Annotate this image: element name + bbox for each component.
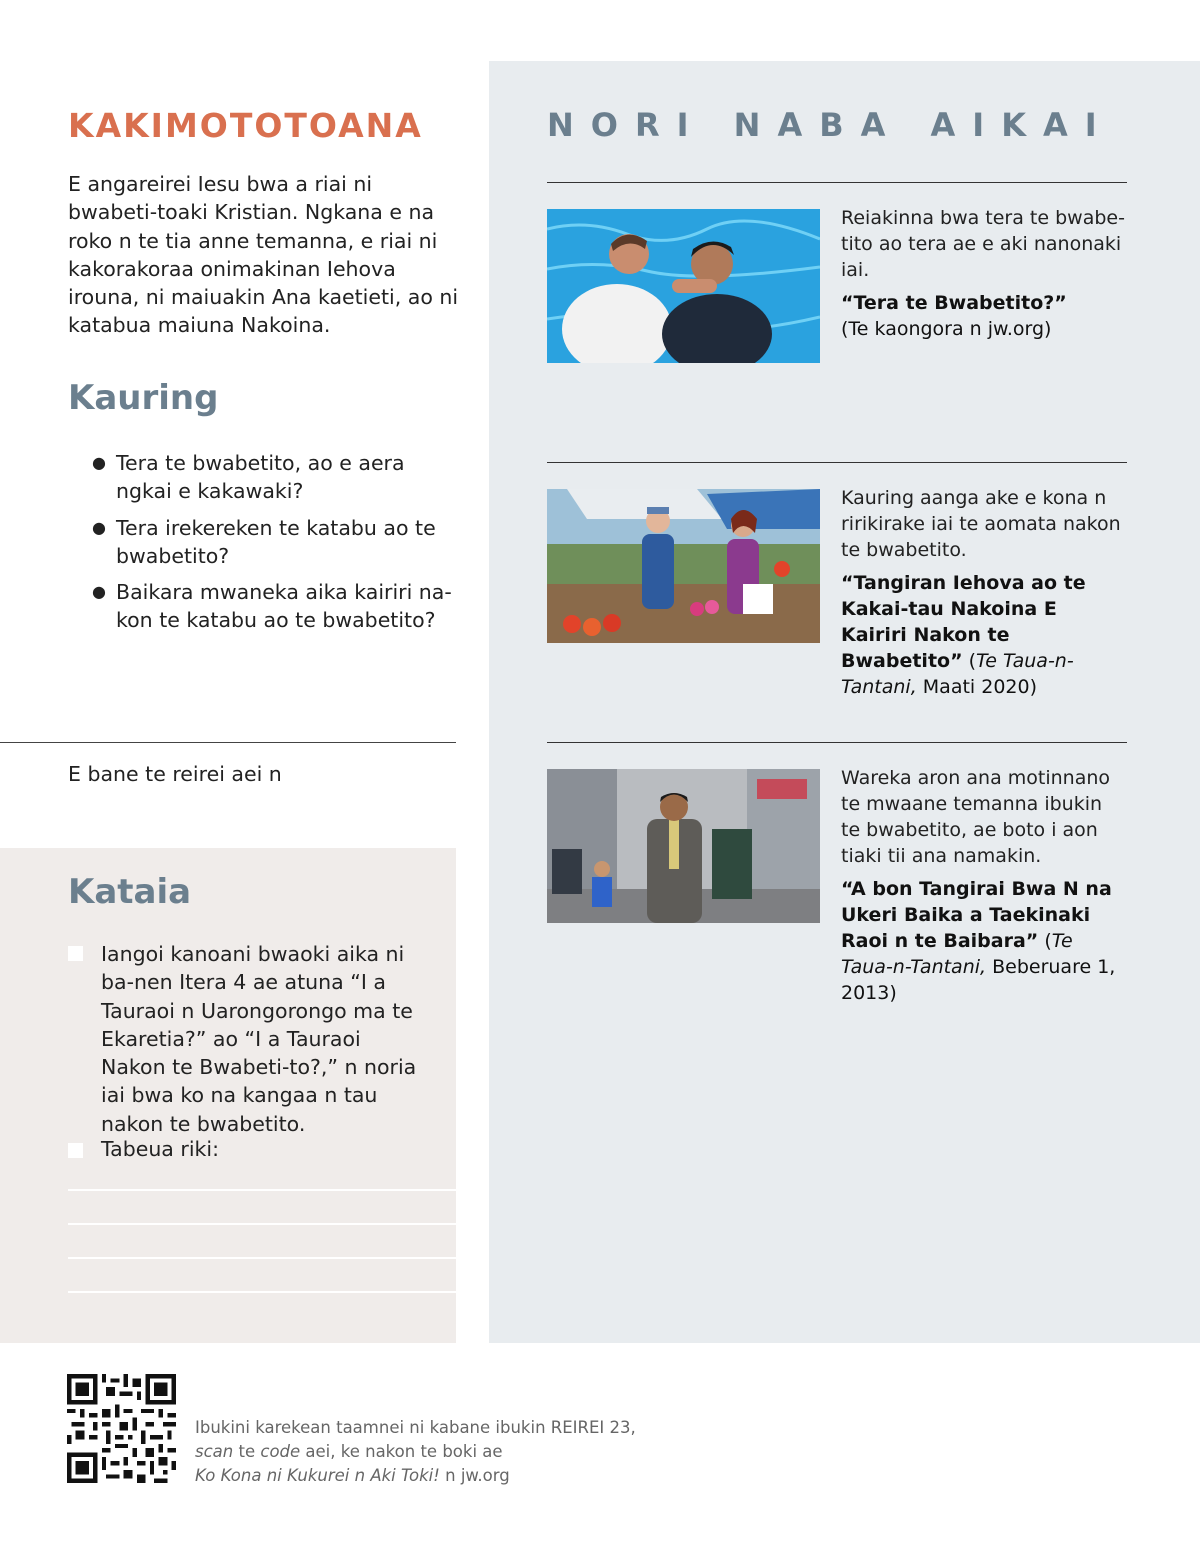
review-item: [90, 514, 460, 571]
summary-heading: KAKIMOTOTOANA: [68, 106, 423, 145]
reference-source-open: (: [1038, 930, 1052, 952]
reference-source-title: Te Taua-n-Tantani,: [841, 930, 1073, 978]
baptism-photo: [547, 209, 820, 363]
entry-reference[interactable]: [841, 570, 1126, 700]
footer-book-title: Ko Kona ni Kukurei n Aki Toki!: [195, 1466, 440, 1485]
review-heading: Kauring: [68, 378, 219, 418]
writing-line[interactable]: [68, 1291, 456, 1293]
entry-reference[interactable]: [841, 876, 1126, 1006]
task-checkbox[interactable]: [68, 1143, 83, 1158]
review-item: [90, 449, 460, 506]
review-item-text: Tera irekereken te katabu ao te bwabetito?: [116, 515, 436, 568]
reference-source: (Te kaongora n jw.org): [841, 318, 1052, 340]
task-text: Iangoi kanoani bwaoki aika ni ba-nen Itera 4 ae atuna “I a Tauraoi n Uarongorongo ma te Ekaretia?” ao “I a Tauraoi Nakon te Bwabeti-to?,” n noria iai bwa ko na kangaa n tau nakon te bwabetito.: [101, 942, 417, 1136]
writing-line[interactable]: [68, 1223, 456, 1225]
footer-emphasis: scan: [195, 1442, 234, 1461]
qr-code-icon[interactable]: [67, 1374, 176, 1483]
footer-line: Ibukini karekean taamnei ni kabane ibukin REIREI 23,: [195, 1418, 636, 1437]
entry-description: Kauring aanga ake e kona n ririkirake iai te aomata nakon te bwabetito.: [841, 487, 1121, 561]
bullet-icon: ●: [92, 517, 106, 537]
entry-reference[interactable]: [841, 290, 1126, 342]
completion-date-line: E bane te reirei aei n: [68, 762, 282, 786]
review-list: [90, 449, 460, 643]
bullet-icon: ●: [92, 582, 106, 602]
footer-note: [195, 1416, 665, 1488]
reference-source-open: (: [962, 650, 977, 672]
task-text: Tabeua riki:: [101, 1137, 219, 1161]
task-checkbox[interactable]: [68, 946, 83, 961]
entry-description: Reiakinna bwa tera te bwabe-tito ao tera ae e aki nanonaki iai.: [841, 207, 1125, 281]
divider: [547, 182, 1127, 183]
writing-line[interactable]: [68, 1189, 456, 1191]
divider: [547, 462, 1127, 463]
market-photo: [547, 489, 820, 643]
reference-source-date: Beberuare 1, 2013): [841, 956, 1116, 1004]
footer-site-link[interactable]: n jw.org: [439, 1466, 510, 1485]
bullet-icon: ●: [92, 453, 106, 472]
reference-title[interactable]: “Tera te Bwabetito?”: [841, 292, 1067, 314]
reference-source-date: Maati 2020): [916, 676, 1038, 698]
review-item-text: Baikara mwaneka aika kairiri na-kon te katabu ao te bwabetito?: [116, 580, 452, 633]
review-item: [90, 578, 460, 635]
try-heading: Kataia: [68, 872, 192, 912]
city-man-photo: [547, 769, 820, 923]
footer-emphasis: code: [260, 1442, 301, 1461]
reference-source-title: Te Taua-n-Tantani,: [841, 650, 1074, 698]
summary-text: E angareirei Iesu bwa a riai ni bwabeti-toaki Kristian. Ngkana e na roko n te tia anne temanna, e riai ni kakorakoraa onimakinan Iehova irouna, ni maiuakin Ana kaetieti, ao ni katabua maiuna Nakoina.: [68, 172, 459, 338]
review-item-text: Tera te bwabetito, ao e aera ngkai e kakawaki?: [116, 451, 405, 504]
explore-heading: NORI NABA AIKAI: [547, 106, 1114, 144]
entry-description: Wareka aron ana motinnano te mwaane temanna ibukin te bwabetito, ae boto i aon tiaki tii ana namakin.: [841, 767, 1111, 867]
footer-text-part: aei, ke nakon te boki ae: [300, 1442, 503, 1461]
divider: [547, 742, 1127, 743]
divider: [0, 742, 456, 743]
reference-title[interactable]: “A bon Tangirai Bwa N na Ukeri Baika a Taekinaki Raoi n te Baibara”: [841, 878, 1112, 952]
writing-line[interactable]: [68, 1257, 456, 1259]
footer-text-part: te: [233, 1442, 261, 1461]
reference-title[interactable]: “Tangiran Iehova ao te Kakai-tau Nakoina E Kairiri Nakon te Bwabetito”: [841, 572, 1086, 672]
